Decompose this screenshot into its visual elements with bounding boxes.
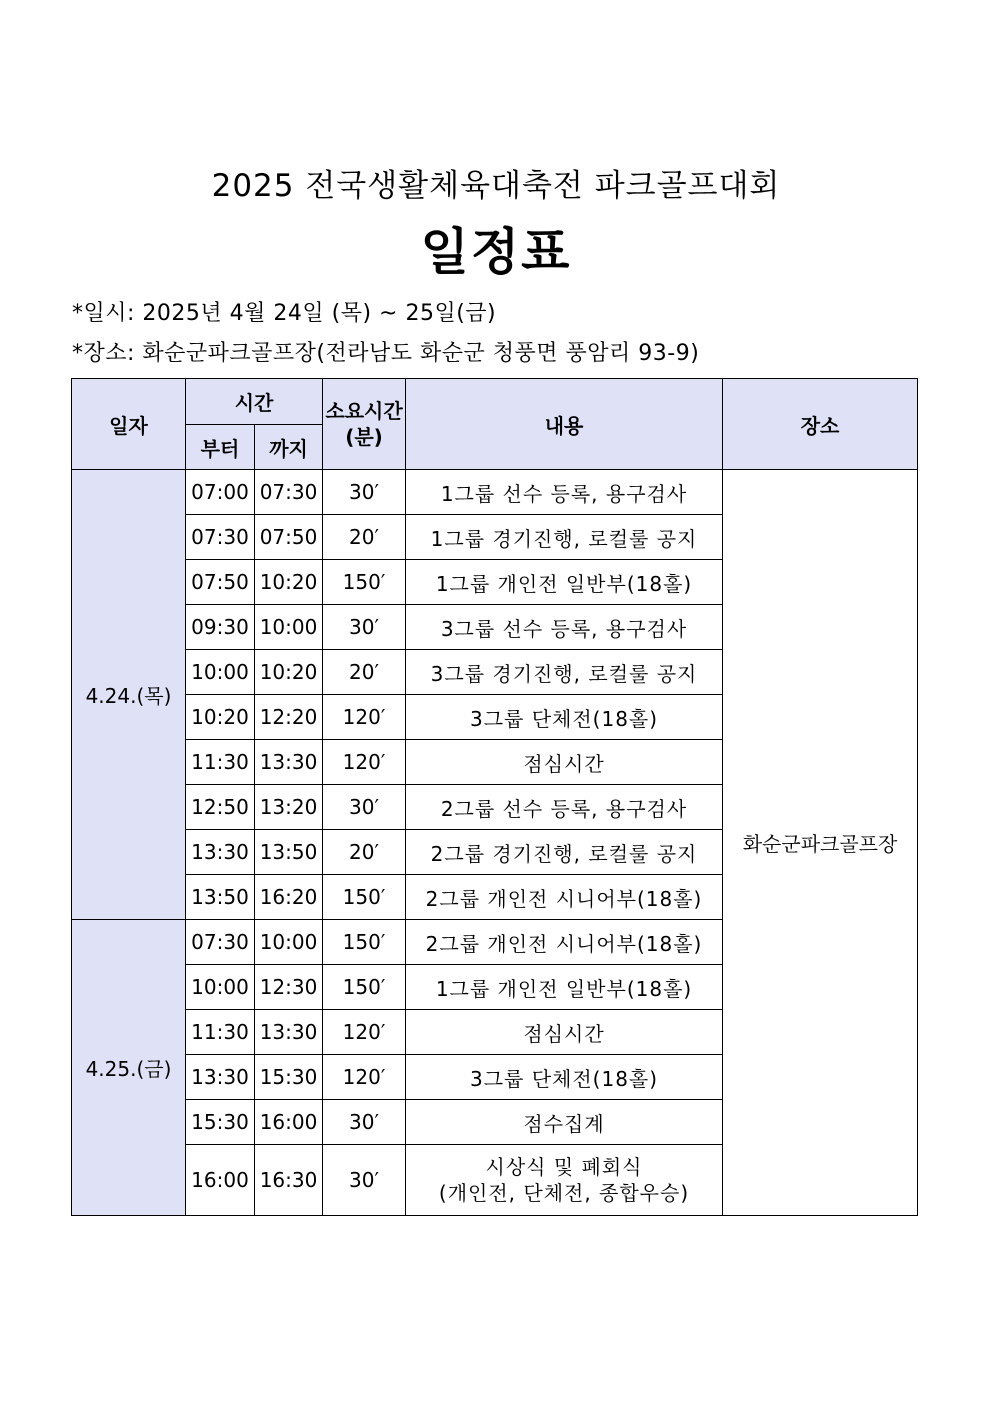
duration: 120′ bbox=[323, 1055, 406, 1100]
header-time: 시간 bbox=[186, 379, 323, 425]
table-row bbox=[72, 470, 918, 515]
time-to: 15:30 bbox=[255, 1055, 323, 1100]
content: 3그룹 선수 등록, 용구검사 bbox=[406, 605, 723, 650]
header-from: 부터 bbox=[186, 425, 255, 470]
time-to: 10:00 bbox=[255, 605, 323, 650]
time-to: 07:30 bbox=[255, 470, 323, 515]
header-to: 까지 bbox=[255, 425, 323, 470]
content: 2그룹 경기진행, 로컬룰 공지 bbox=[406, 830, 723, 875]
time-to: 16:30 bbox=[255, 1145, 323, 1216]
header-duration bbox=[323, 379, 406, 470]
time-to: 10:20 bbox=[255, 560, 323, 605]
time-from: 15:30 bbox=[186, 1100, 255, 1145]
time-from: 10:20 bbox=[186, 695, 255, 740]
page-subtitle: 일정표 bbox=[420, 223, 572, 281]
header-content: 내용 bbox=[406, 379, 723, 470]
header-day: 일자 bbox=[72, 379, 186, 470]
time-to: 13:30 bbox=[255, 740, 323, 785]
time-to: 13:20 bbox=[255, 785, 323, 830]
duration: 150′ bbox=[323, 965, 406, 1010]
time-from: 11:30 bbox=[186, 1010, 255, 1055]
time-from: 07:30 bbox=[186, 920, 255, 965]
duration: 120′ bbox=[323, 740, 406, 785]
content: 2그룹 선수 등록, 용구검사 bbox=[406, 785, 723, 830]
schedule-table bbox=[71, 378, 918, 1216]
content: 점수집계 bbox=[406, 1100, 723, 1145]
time-from: 07:00 bbox=[186, 470, 255, 515]
header-duration-line2: (분) bbox=[345, 425, 383, 449]
content: 1그룹 선수 등록, 용구검사 bbox=[406, 470, 723, 515]
duration: 30′ bbox=[323, 605, 406, 650]
time-from: 11:30 bbox=[186, 740, 255, 785]
duration: 30′ bbox=[323, 470, 406, 515]
day-label: 4.25.(금) bbox=[72, 920, 186, 1216]
time-from: 07:50 bbox=[186, 560, 255, 605]
duration: 150′ bbox=[323, 560, 406, 605]
content: 3그룹 경기진행, 로컬룰 공지 bbox=[406, 650, 723, 695]
time-from: 07:30 bbox=[186, 515, 255, 560]
time-to: 13:50 bbox=[255, 830, 323, 875]
time-from: 13:30 bbox=[186, 830, 255, 875]
content: 3그룹 단체전(18홀) bbox=[406, 1055, 723, 1100]
content: 점심시간 bbox=[406, 1010, 723, 1055]
time-from: 13:50 bbox=[186, 875, 255, 920]
content: 3그룹 단체전(18홀) bbox=[406, 695, 723, 740]
duration: 150′ bbox=[323, 920, 406, 965]
venue: 화순군파크골프장 bbox=[723, 470, 918, 1216]
content-line1: 시상식 및 폐회식 bbox=[485, 1155, 643, 1179]
time-from: 09:30 bbox=[186, 605, 255, 650]
header-duration-line1: 소요시간 bbox=[325, 399, 403, 423]
time-from: 10:00 bbox=[186, 650, 255, 695]
time-to: 12:20 bbox=[255, 695, 323, 740]
time-from: 10:00 bbox=[186, 965, 255, 1010]
time-from: 12:50 bbox=[186, 785, 255, 830]
duration: 120′ bbox=[323, 1010, 406, 1055]
event-place: *장소: 화순군파크골프장(전라남도 화순군 청풍면 풍암리 93-9) bbox=[72, 341, 700, 366]
content: 점심시간 bbox=[406, 740, 723, 785]
time-from: 16:00 bbox=[186, 1145, 255, 1216]
time-to: 12:30 bbox=[255, 965, 323, 1010]
duration: 30′ bbox=[323, 1145, 406, 1216]
time-to: 10:20 bbox=[255, 650, 323, 695]
content: 1그룹 개인전 일반부(18홀) bbox=[406, 560, 723, 605]
header-venue: 장소 bbox=[723, 379, 918, 470]
content: 1그룹 경기진행, 로컬룰 공지 bbox=[406, 515, 723, 560]
duration: 30′ bbox=[323, 1100, 406, 1145]
time-to: 13:30 bbox=[255, 1010, 323, 1055]
page-title: 2025 전국생활체육대축전 파크골프대회 bbox=[211, 168, 781, 204]
time-to: 16:20 bbox=[255, 875, 323, 920]
content-line2: (개인전, 단체전, 종합우승) bbox=[438, 1181, 690, 1205]
content: 1그룹 개인전 일반부(18홀) bbox=[406, 965, 723, 1010]
duration: 20′ bbox=[323, 515, 406, 560]
time-to: 16:00 bbox=[255, 1100, 323, 1145]
duration: 120′ bbox=[323, 695, 406, 740]
duration: 30′ bbox=[323, 785, 406, 830]
duration: 20′ bbox=[323, 830, 406, 875]
duration: 150′ bbox=[323, 875, 406, 920]
time-from: 13:30 bbox=[186, 1055, 255, 1100]
time-to: 07:50 bbox=[255, 515, 323, 560]
content: 2그룹 개인전 시니어부(18홀) bbox=[406, 920, 723, 965]
content bbox=[406, 1145, 723, 1216]
content: 2그룹 개인전 시니어부(18홀) bbox=[406, 875, 723, 920]
time-to: 10:00 bbox=[255, 920, 323, 965]
day-label: 4.24.(목) bbox=[72, 470, 186, 920]
event-date: *일시: 2025년 4월 24일 (목) ~ 25일(금) bbox=[72, 301, 497, 326]
duration: 20′ bbox=[323, 650, 406, 695]
